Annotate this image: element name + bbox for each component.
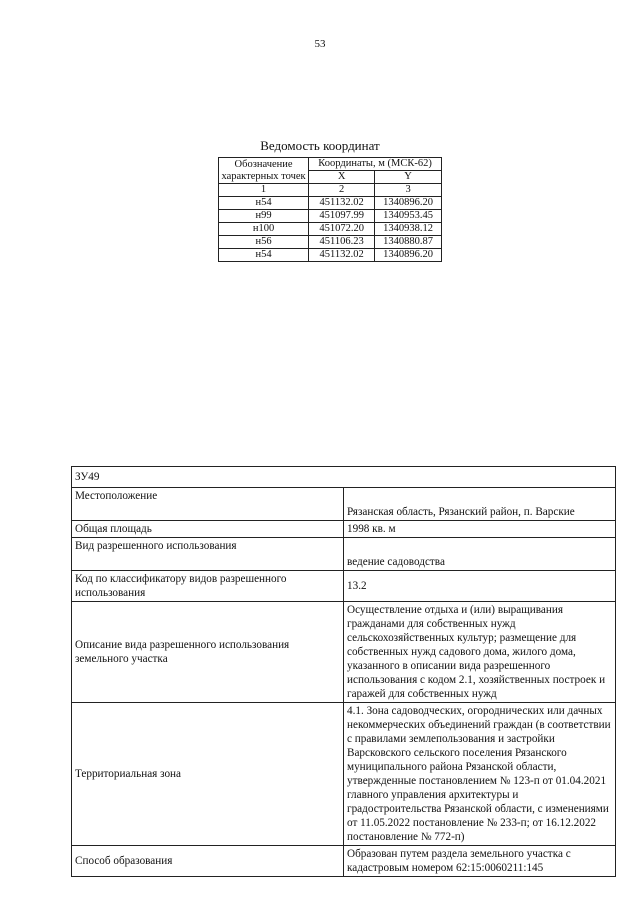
point-cell: н56 xyxy=(219,236,309,249)
label-zone: Территориальная зона xyxy=(72,703,344,846)
value-usage: ведение садоводства xyxy=(344,538,616,571)
y-cell: 1340896.20 xyxy=(375,197,442,210)
value-location: Рязанская область, Рязанский район, п. Варские xyxy=(344,488,616,521)
parcel-id-row xyxy=(72,467,616,488)
coords-row xyxy=(219,249,442,262)
point-cell: н54 xyxy=(219,197,309,210)
coordinates-title: Ведомость координат xyxy=(260,138,380,153)
header-y: Y xyxy=(375,171,442,184)
parcel-id: ЗУ49 xyxy=(72,467,616,488)
index-cell: 3 xyxy=(375,184,442,197)
y-cell: 1340938.12 xyxy=(375,223,442,236)
parcel-info-table xyxy=(71,466,616,877)
x-cell: 451097.99 xyxy=(309,210,375,223)
page-number: 53 xyxy=(314,38,326,50)
parcel-row-code xyxy=(72,571,616,602)
parcel-row-location xyxy=(72,488,616,521)
label-code: Код по классификатору видов разрешенного использования xyxy=(72,571,344,602)
value-description: Осуществление отдыха и (или) выращивания гражданами для собственных нужд сельскохозяйственных культур; размещение для собственных нужд садового дома, жилого дома, указанного в описании вида разрешенного использования с кодом 2.1, хозяйственных построек и гаражей для собственных нужд xyxy=(344,602,616,703)
y-cell: 1340880.87 xyxy=(375,236,442,249)
label-description: Описание вида разрешенного использования земельного участка xyxy=(72,602,344,703)
parcel-row-description xyxy=(72,602,616,703)
y-cell: 1340953.45 xyxy=(375,210,442,223)
value-code: 13.2 xyxy=(344,571,616,602)
y-cell: 1340896.20 xyxy=(375,249,442,262)
index-cell: 2 xyxy=(309,184,375,197)
parcel-row-formation xyxy=(72,846,616,877)
label-location: Местоположение xyxy=(72,488,344,521)
coords-row xyxy=(219,197,442,210)
parcel-row-zone xyxy=(72,703,616,846)
coords-row xyxy=(219,223,442,236)
x-cell: 451132.02 xyxy=(309,249,375,262)
coords-row xyxy=(219,210,442,223)
value-zone: 4.1. Зона садоводческих, огороднических или дачных некоммерческих объединений граждан (в соответствии с правилами землепользования и застройки Варсковского сельского поселения Рязанского муниципального района Рязанской области, утвержденные постановлением № 123-п от 01.04.2021 главного управления архитектуры и градостроительства Рязанской области, с изменениями от 11.05.2022 постановление № 233-п; от 16.12.2022 постановление № 772-п) xyxy=(344,703,616,846)
point-cell: н99 xyxy=(219,210,309,223)
parcel-row-area xyxy=(72,521,616,538)
label-usage: Вид разрешенного использования xyxy=(72,538,344,571)
value-formation: Образован путем раздела земельного участка с кадастровым номером 62:15:0060211:145 xyxy=(344,846,616,877)
header-x: X xyxy=(309,171,375,184)
coords-row xyxy=(219,236,442,249)
parcel-row-usage xyxy=(72,538,616,571)
coords-header-row xyxy=(219,158,442,171)
point-cell: н100 xyxy=(219,223,309,236)
label-area: Общая площадь xyxy=(72,521,344,538)
point-cell: н54 xyxy=(219,249,309,262)
x-cell: 451072.20 xyxy=(309,223,375,236)
x-cell: 451106.23 xyxy=(309,236,375,249)
coordinates-table xyxy=(218,157,442,262)
index-cell: 1 xyxy=(219,184,309,197)
x-cell: 451132.02 xyxy=(309,197,375,210)
header-designation: Обозначение характерных точек xyxy=(219,158,309,184)
header-coordinates: Координаты, м (МСК-62) xyxy=(309,158,442,171)
label-formation: Способ образования xyxy=(72,846,344,877)
coords-index-row xyxy=(219,184,442,197)
value-area: 1998 кв. м xyxy=(344,521,616,538)
